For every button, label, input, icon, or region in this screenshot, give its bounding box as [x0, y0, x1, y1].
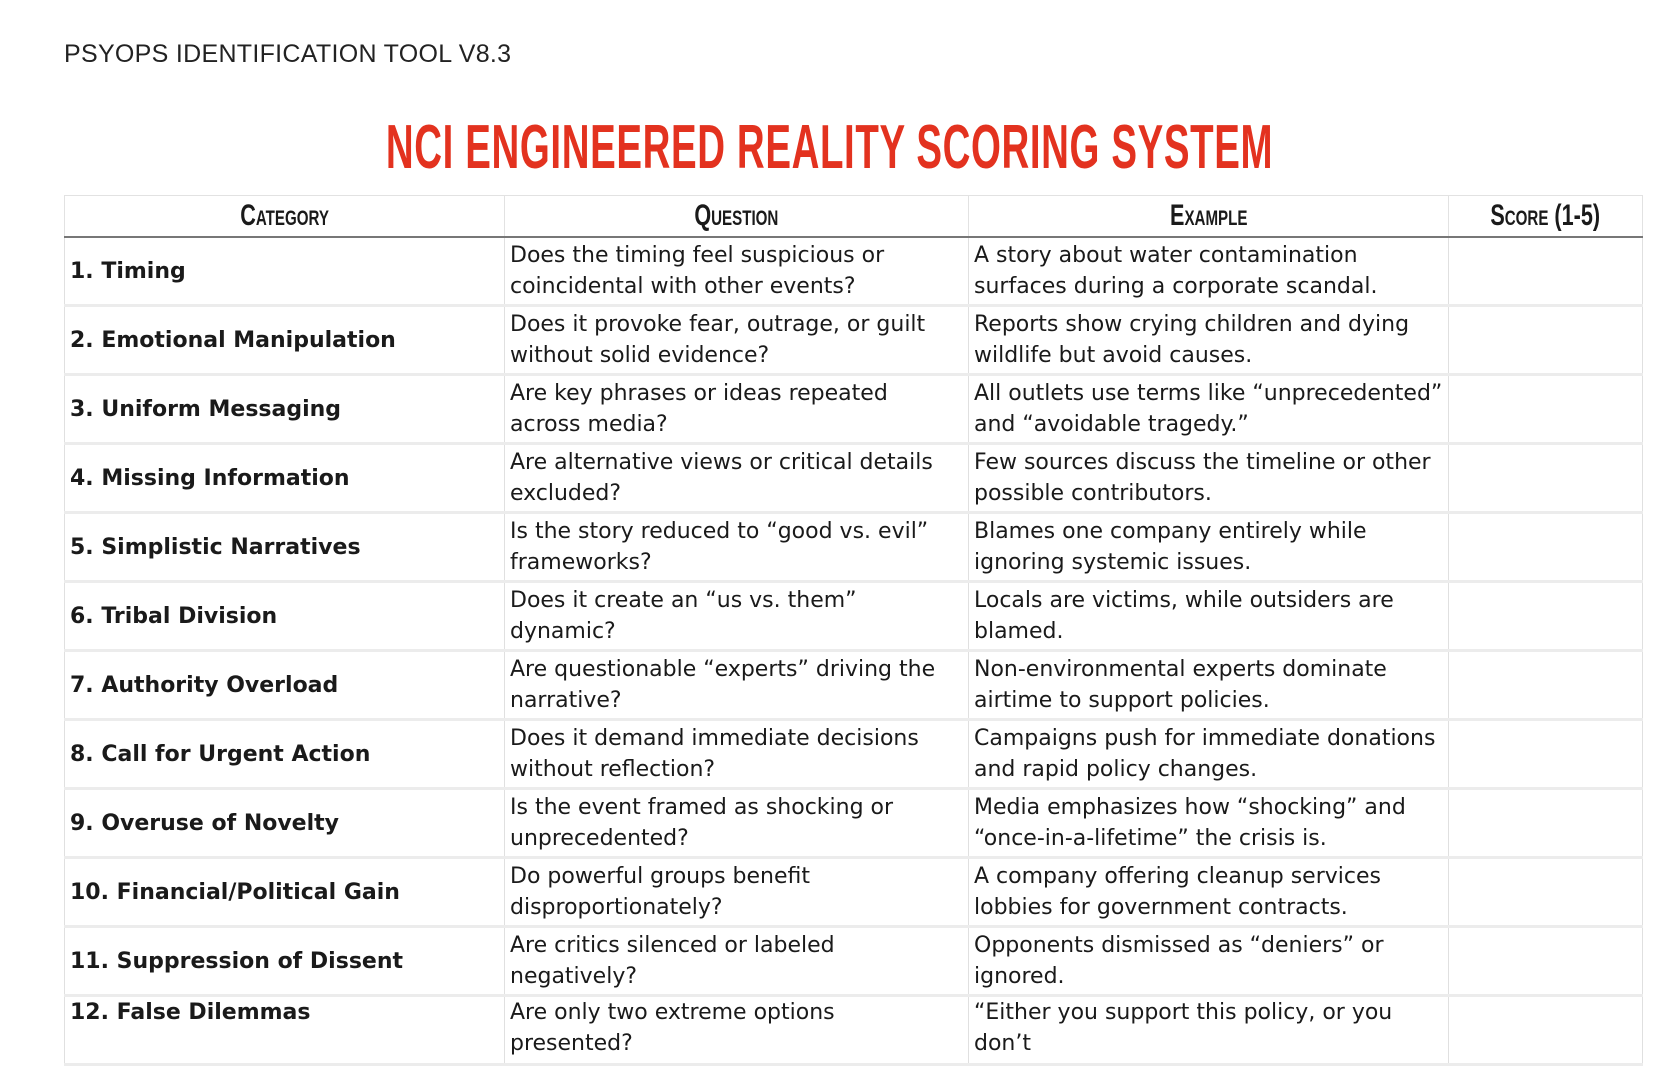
table-header-row: [65, 196, 1643, 238]
category-cell: 12. False Dilemmas: [65, 996, 505, 1065]
question-cell: Does it create an “us vs. them” dynamic?: [505, 582, 969, 651]
category-cell: 2. Emotional Manipulation: [65, 306, 505, 375]
header-label: Score (1-5): [1490, 199, 1601, 232]
question-cell: Are critics silenced or labeled negatively?: [505, 927, 969, 996]
example-cell: Reports show crying children and dying wildlife but avoid causes.: [969, 306, 1449, 375]
category-cell: 8. Call for Urgent Action: [65, 720, 505, 789]
main-title-wrap: [0, 112, 1659, 183]
example-cell: Opponents dismissed as “deniers” or ignored.: [969, 927, 1449, 996]
category-cell: 3. Uniform Messaging: [65, 375, 505, 444]
table-row: [65, 306, 1643, 375]
question-cell: Are questionable “experts” driving the narrative?: [505, 651, 969, 720]
example-cell: A story about water contamination surfaces during a corporate scandal.: [969, 237, 1449, 306]
header-label: Question: [694, 199, 779, 232]
score-cell[interactable]: [1449, 927, 1643, 996]
table-row: [65, 237, 1643, 306]
score-cell[interactable]: [1449, 375, 1643, 444]
question-cell: Is the story reduced to “good vs. evil” frameworks?: [505, 513, 969, 582]
header-label: Category: [240, 199, 329, 232]
score-cell[interactable]: [1449, 858, 1643, 927]
score-cell[interactable]: [1449, 720, 1643, 789]
table-row: [65, 651, 1643, 720]
table-row: [65, 720, 1643, 789]
category-cell: 5. Simplistic Narratives: [65, 513, 505, 582]
question-cell: Is the event framed as shocking or unprecedented?: [505, 789, 969, 858]
header-category: [65, 196, 505, 238]
score-cell[interactable]: [1449, 996, 1643, 1065]
table-row: [65, 444, 1643, 513]
question-cell: Are key phrases or ideas repeated across media?: [505, 375, 969, 444]
category-cell: 6. Tribal Division: [65, 582, 505, 651]
category-cell: 1. Timing: [65, 237, 505, 306]
table-row: [65, 513, 1643, 582]
table-row: [65, 582, 1643, 651]
table-row: [65, 858, 1643, 927]
category-cell: 11. Suppression of Dissent: [65, 927, 505, 996]
question-cell: Does it provoke fear, outrage, or guilt without solid evidence?: [505, 306, 969, 375]
score-cell[interactable]: [1449, 444, 1643, 513]
example-cell: Campaigns push for immediate donations and rapid policy changes.: [969, 720, 1449, 789]
header-label: Example: [1169, 199, 1248, 232]
category-cell: 7. Authority Overload: [65, 651, 505, 720]
example-cell: Locals are victims, while outsiders are blamed.: [969, 582, 1449, 651]
score-cell[interactable]: [1449, 237, 1643, 306]
example-cell: A company offering cleanup services lobbies for government contracts.: [969, 858, 1449, 927]
main-title: NCI ENGINEERED REALITY SCORING SYSTEM: [385, 113, 1274, 182]
example-cell: Non-environmental experts dominate airtime to support policies.: [969, 651, 1449, 720]
category-cell: 10. Financial/Political Gain: [65, 858, 505, 927]
example-cell: Media emphasizes how “shocking” and “once-in-a-lifetime” the crisis is.: [969, 789, 1449, 858]
table-row: [65, 927, 1643, 996]
score-cell[interactable]: [1449, 513, 1643, 582]
table-row: [65, 789, 1643, 858]
question-cell: Does the timing feel suspicious or coincidental with other events?: [505, 237, 969, 306]
table-row: [65, 375, 1643, 444]
header-question: [505, 196, 969, 238]
example-cell: “Either you support this policy, or you don’t: [969, 996, 1449, 1065]
example-cell: Few sources discuss the timeline or other possible contributors.: [969, 444, 1449, 513]
question-cell: Does it demand immediate decisions without reflection?: [505, 720, 969, 789]
score-cell[interactable]: [1449, 789, 1643, 858]
table-row: [65, 996, 1643, 1065]
score-cell[interactable]: [1449, 651, 1643, 720]
example-cell: All outlets use terms like “unprecedented” and “avoidable tragedy.”: [969, 375, 1449, 444]
question-cell: Are alternative views or critical details excluded?: [505, 444, 969, 513]
score-cell[interactable]: [1449, 306, 1643, 375]
category-cell: 9. Overuse of Novelty: [65, 789, 505, 858]
question-cell: Are only two extreme options presented?: [505, 996, 969, 1065]
example-cell: Blames one company entirely while ignoring systemic issues.: [969, 513, 1449, 582]
tool-title: PSYOPS IDENTIFICATION TOOL V8.3: [64, 40, 512, 68]
header-example: [969, 196, 1449, 238]
scoring-table: [64, 195, 1643, 1066]
score-cell[interactable]: [1449, 582, 1643, 651]
category-cell: 4. Missing Information: [65, 444, 505, 513]
header-score: [1449, 196, 1643, 238]
question-cell: Do powerful groups benefit disproportionately?: [505, 858, 969, 927]
